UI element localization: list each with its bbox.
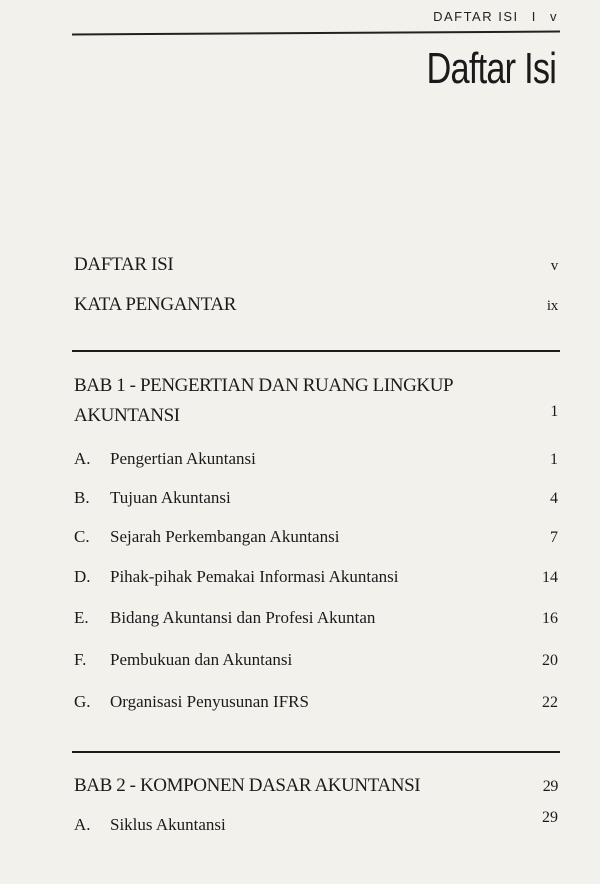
section-letter: G. — [74, 692, 91, 711]
section-letter: A. — [74, 815, 91, 834]
toc-entry-label: DAFTAR ISI — [74, 254, 174, 275]
chapter-title-line-1: BAB 1 - PENGERTIAN DAN RUANG LINGKUP — [74, 375, 454, 396]
section-page: 29 — [542, 809, 558, 826]
toc-section — [74, 809, 558, 835]
section-title: Pengertian Akuntansi — [110, 449, 256, 468]
section-title: Tujuan Akuntansi — [110, 488, 231, 507]
chapter-heading-bab-2 — [74, 771, 558, 801]
running-head-page: v — [550, 9, 558, 24]
chapter-title-line-2: AKUNTANSI — [74, 405, 180, 426]
running-head-separator: I — [531, 9, 537, 24]
header-rule — [72, 31, 560, 36]
toc-section — [74, 608, 558, 628]
toc-section — [74, 488, 558, 508]
page-title: Daftar Isi — [426, 44, 556, 93]
section-page: 20 — [542, 652, 558, 669]
section-title: Sejarah Perkembangan Akuntansi — [110, 527, 340, 546]
section-title: Pembukuan dan Akuntansi — [110, 650, 293, 669]
running-head — [425, 9, 558, 24]
section-page: 14 — [542, 569, 558, 586]
section-title: Organisasi Penyusunan IFRS — [110, 692, 309, 711]
section-letter: D. — [74, 567, 91, 586]
toc-entry-page: ix — [546, 298, 558, 314]
chapter-title: BAB 2 - KOMPONEN DASAR AKUNTANSI — [74, 775, 421, 796]
toc-entry-page: v — [550, 258, 558, 274]
toc-section — [74, 692, 558, 712]
section-letter: A. — [74, 449, 91, 468]
section-title: Bidang Akuntansi dan Profesi Akuntan — [110, 608, 376, 627]
toc-section — [74, 527, 558, 547]
toc-entry-kata-pengantar — [74, 294, 558, 316]
section-letter: E. — [74, 608, 89, 627]
section-letter: F. — [74, 650, 87, 669]
section-letter: C. — [74, 527, 90, 546]
chapter-divider — [72, 751, 560, 753]
chapter-title — [74, 371, 528, 431]
chapter-page: 1 — [550, 403, 558, 420]
section-title: Pihak-pihak Pemakai Informasi Akuntansi — [110, 567, 399, 586]
section-page: 22 — [542, 694, 558, 711]
section-page: 16 — [542, 610, 558, 627]
toc-section — [74, 449, 558, 469]
section-page: 1 — [550, 451, 558, 468]
section-page: 4 — [550, 490, 558, 507]
toc-entry-daftar-isi — [74, 254, 558, 276]
section-page: 7 — [550, 529, 558, 546]
chapter-page: 29 — [542, 778, 558, 795]
running-head-title: DAFTAR ISI — [433, 9, 519, 24]
toc-section — [74, 567, 558, 587]
toc-entry-label: KATA PENGANTAR — [74, 294, 237, 315]
section-letter: B. — [74, 488, 90, 507]
chapter-divider — [72, 350, 560, 352]
chapter-heading-bab-1 — [74, 371, 558, 431]
toc-section — [74, 650, 558, 670]
section-title: Siklus Akuntansi — [110, 815, 226, 834]
